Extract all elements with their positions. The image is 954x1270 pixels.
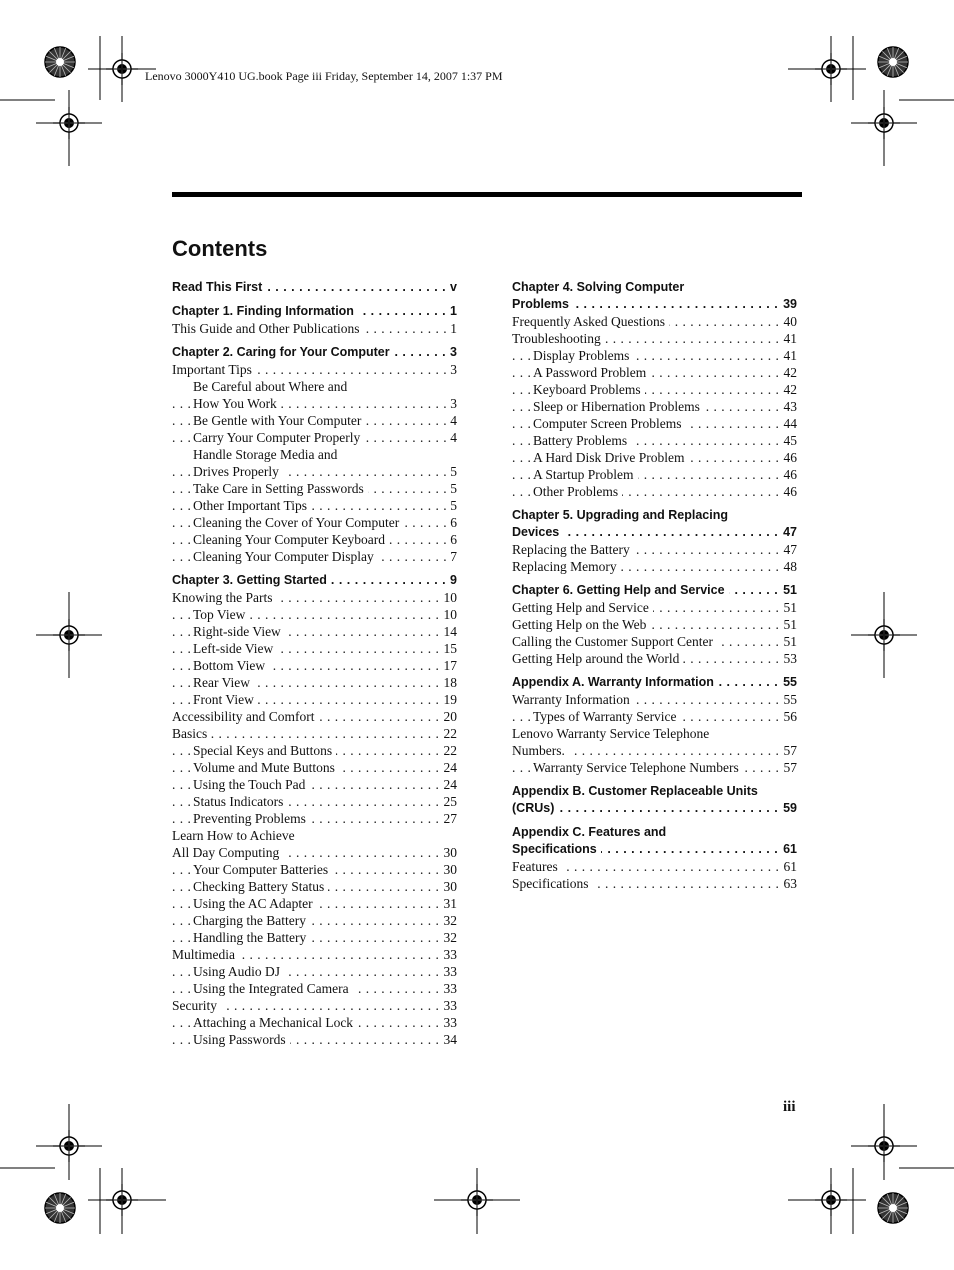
toc-entry-title: Be Careful about Where and <box>193 379 351 394</box>
toc-entry[interactable] <box>172 912 457 929</box>
toc-entry-title: Using the AC Adapter <box>193 896 317 911</box>
toc-entry[interactable] <box>512 347 797 364</box>
toc-entry[interactable] <box>172 776 457 793</box>
page-title: Contents <box>172 236 268 261</box>
toc-entry-page: 33 <box>441 946 458 963</box>
toc-entry[interactable] <box>172 412 457 429</box>
toc-chapter-entry[interactable] <box>172 572 457 589</box>
toc-entry-title: Features <box>512 859 562 874</box>
toc-entry[interactable] <box>172 759 457 776</box>
toc-entry-page: 39 <box>780 296 797 313</box>
toc-entry-title: Battery Problems <box>533 433 631 448</box>
toc-entry-page: 30 <box>441 878 458 895</box>
toc-entry-title: Getting Help around the World <box>512 651 683 666</box>
toc-entry[interactable] <box>172 895 457 912</box>
toc-entry-title: Rear View <box>193 675 254 690</box>
toc-entry-title: Special Keys and Buttons <box>193 743 336 758</box>
toc-entry-page: 45 <box>781 432 798 449</box>
toc-entry-page: 32 <box>441 912 458 929</box>
toc-entry-title: Warranty Information <box>512 692 634 707</box>
toc-chapter-entry[interactable] <box>512 507 797 524</box>
toc-entry-page: 32 <box>441 929 458 946</box>
toc-entry-title: Other Problems <box>533 484 622 499</box>
toc-entry[interactable] <box>172 640 457 657</box>
toc-entry[interactable] <box>512 875 797 892</box>
toc-entry[interactable] <box>512 483 797 500</box>
toc-entry[interactable] <box>172 827 457 844</box>
toc-entry-title: This Guide and Other Publications <box>172 321 363 336</box>
toc-entry[interactable] <box>172 810 457 827</box>
toc-entry-page: 3 <box>447 395 457 412</box>
toc-entry-page: 1 <box>447 303 457 320</box>
toc-entry[interactable] <box>172 531 457 548</box>
toc-entry-page: 34 <box>441 1031 458 1048</box>
toc-entry-title: Chapter 5. Upgrading and Replacing <box>512 508 732 522</box>
toc-entry[interactable] <box>512 650 797 667</box>
toc-entry[interactable] <box>512 691 797 708</box>
toc-entry[interactable] <box>512 398 797 415</box>
toc-entry[interactable] <box>172 844 457 861</box>
toc-entry[interactable] <box>172 980 457 997</box>
page-number: iii <box>783 1099 796 1115</box>
toc-entry-page: 22 <box>441 725 458 742</box>
toc-entry-title: Cleaning Your Computer Display <box>193 549 378 564</box>
toc-entry[interactable] <box>512 432 797 449</box>
toc-entry-title: Types of Warranty Service <box>533 709 681 724</box>
toc-entry[interactable] <box>172 378 457 395</box>
toc-entry-title: A Hard Disk Drive Problem <box>533 450 688 465</box>
toc-entry-title: Devices <box>512 525 563 539</box>
toc-entry-page: 18 <box>441 674 458 691</box>
toc-entry[interactable] <box>172 548 457 565</box>
toc-entry-title: Using Audio DJ <box>193 964 284 979</box>
toc-entry-page: 42 <box>781 381 798 398</box>
toc-entry-page: 46 <box>781 449 798 466</box>
toc-entry-title: Specifications <box>512 842 601 856</box>
toc-entry-title: Bottom View <box>193 658 269 673</box>
toc-entry-title: Cleaning Your Computer Keyboard <box>193 532 389 547</box>
toc-entry-title: Problems <box>512 297 573 311</box>
toc-entry[interactable] <box>172 361 457 378</box>
toc-entry-title: Calling the Customer Support Center <box>512 634 717 649</box>
toc-entry[interactable] <box>512 633 797 650</box>
toc-entry-title: Appendix B. Customer Replaceable Units <box>512 784 762 798</box>
toc-entry-page: 1 <box>447 320 457 337</box>
toc-entry-title: Using Passwords <box>193 1032 290 1047</box>
toc-entry-title: Specifications <box>512 876 592 891</box>
toc-entry-title: Other Important Tips <box>193 498 311 513</box>
toc-entry-title: Read This First <box>172 280 266 294</box>
toc-entry[interactable] <box>172 446 457 463</box>
toc-entry-title: Chapter 4. Solving Computer <box>512 280 688 294</box>
toc-entry-page: 5 <box>447 497 457 514</box>
toc-entry[interactable] <box>512 616 797 633</box>
toc-entry-page: 47 <box>781 541 798 558</box>
toc-entry[interactable] <box>512 742 797 759</box>
toc-entry[interactable] <box>172 674 457 691</box>
toc-entry-page: 6 <box>447 531 457 548</box>
toc-entry-title: Multimedia <box>172 947 239 962</box>
toc-entry-page: 19 <box>441 691 458 708</box>
toc-entry-page: 61 <box>781 858 798 875</box>
toc-entry-page: 30 <box>441 844 458 861</box>
toc-entry-title: Chapter 1. Finding Information <box>172 304 358 318</box>
toc-entry-page: 20 <box>441 708 458 725</box>
toc-entry-page: 6 <box>447 514 457 531</box>
toc-entry-title: Charging the Battery <box>193 913 310 928</box>
toc-entry-page: 63 <box>781 875 798 892</box>
toc-entry[interactable] <box>172 742 457 759</box>
toc-entry-title: Drives Properly <box>193 464 283 479</box>
toc-entry[interactable] <box>512 541 797 558</box>
toc-chapter-entry[interactable] <box>512 783 797 800</box>
toc-entry[interactable] <box>512 558 797 575</box>
toc-entry-page: 44 <box>781 415 798 432</box>
toc-entry[interactable] <box>512 381 797 398</box>
toc-entry-title: Attaching a Mechanical Lock <box>193 1015 357 1030</box>
title-rule <box>172 192 802 197</box>
toc-entry-title: (CRUs) <box>512 801 558 815</box>
toc-entry-page: 48 <box>781 558 798 575</box>
toc-chapter-entry[interactable] <box>512 824 797 841</box>
toc-entry-page: 30 <box>441 861 458 878</box>
toc-entry-page: 55 <box>780 674 797 691</box>
toc-entry-page: 51 <box>781 599 798 616</box>
toc-entry-page: 42 <box>781 364 798 381</box>
toc-entry[interactable] <box>172 480 457 497</box>
toc-entry-page: 22 <box>441 742 458 759</box>
toc-entry-title: Knowing the Parts <box>172 590 277 605</box>
toc-entry-title: Checking Battery Status <box>193 879 328 894</box>
toc-entry-page: 24 <box>441 776 458 793</box>
toc-entry[interactable] <box>512 449 797 466</box>
toc-entry-title: Numbers. <box>512 743 569 758</box>
toc-entry-title: Getting Help on the Web <box>512 617 650 632</box>
toc-chapter-entry[interactable] <box>512 674 797 691</box>
toc-entry-page: 61 <box>780 841 797 858</box>
toc-entry[interactable] <box>172 725 457 742</box>
toc-entry[interactable] <box>172 1014 457 1031</box>
toc-entry-title: Cleaning the Cover of Your Computer <box>193 515 403 530</box>
toc-entry-title: Using the Touch Pad <box>193 777 309 792</box>
toc-entry-title: Important Tips <box>172 362 256 377</box>
toc-entry-title: Replacing Memory <box>512 559 621 574</box>
toc-entry[interactable] <box>172 691 457 708</box>
toc-entry-page: 24 <box>441 759 458 776</box>
toc-entry-page: 33 <box>441 1014 458 1031</box>
toc-entry-title: Getting Help and Service <box>512 600 653 615</box>
toc-chapter-entry[interactable] <box>172 344 457 361</box>
toc-entry[interactable] <box>172 657 457 674</box>
toc-entry[interactable] <box>172 708 457 725</box>
toc-entry-page: 33 <box>441 980 458 997</box>
toc-entry-page: 10 <box>441 589 458 606</box>
toc-entry-title: Chapter 6. Getting Help and Service <box>512 583 729 597</box>
toc-entry[interactable] <box>172 878 457 895</box>
toc-entry-page: 55 <box>781 691 798 708</box>
toc-entry-title: Preventing Problems <box>193 811 310 826</box>
toc-entry-page: 5 <box>447 480 457 497</box>
toc-entry-page: 25 <box>441 793 458 810</box>
toc-entry[interactable] <box>172 793 457 810</box>
toc-entry-page: 51 <box>780 582 797 599</box>
toc-entry[interactable] <box>512 313 797 330</box>
toc-entry-page: 41 <box>781 330 798 347</box>
toc-entry-page: 33 <box>441 997 458 1014</box>
toc-entry[interactable] <box>172 623 457 640</box>
toc-entry-page: 31 <box>441 895 458 912</box>
toc-entry-title: Chapter 3. Getting Started <box>172 573 331 587</box>
toc-entry[interactable] <box>512 708 797 725</box>
toc-entry[interactable] <box>172 395 457 412</box>
toc-entry-title: Using the Integrated Camera <box>193 981 353 996</box>
toc-entry-page: 5 <box>447 463 457 480</box>
toc-entry-title: Chapter 2. Caring for Your Computer <box>172 345 394 359</box>
toc-entry-title: Be Gentle with Your Computer <box>193 413 365 428</box>
toc-entry-title: Display Problems <box>533 348 633 363</box>
toc-chapter-entry[interactable] <box>512 279 797 296</box>
toc-entry-title: Left-side View <box>193 641 277 656</box>
toc-entry-title: Your Computer Batteries <box>193 862 332 877</box>
toc-entry[interactable] <box>172 463 457 480</box>
toc-entry-title: Warranty Service Telephone Numbers <box>533 760 743 775</box>
toc-entry-title: Take Care in Setting Passwords <box>193 481 368 496</box>
toc-chapter-entry[interactable] <box>512 296 797 313</box>
toc-chapter-entry[interactable] <box>172 303 457 320</box>
toc-entry-page: 27 <box>441 810 458 827</box>
toc-entry-title: Keyboard Problems <box>533 382 645 397</box>
toc-chapter-entry[interactable] <box>512 524 797 541</box>
toc-left-column <box>172 279 457 1048</box>
toc-entry-page: 46 <box>781 483 798 500</box>
toc-chapter-entry[interactable] <box>512 582 797 599</box>
toc-entry-title: Appendix C. Features and <box>512 825 670 839</box>
toc-entry-title: Troubleshooting <box>512 331 605 346</box>
toc-entry[interactable] <box>512 599 797 616</box>
toc-entry-title: Learn How to Achieve <box>172 828 299 843</box>
toc-entry[interactable] <box>512 759 797 776</box>
toc-entry[interactable] <box>512 466 797 483</box>
toc-chapter-entry[interactable] <box>172 279 457 296</box>
toc-entry-page: 51 <box>781 616 798 633</box>
toc-entry[interactable] <box>512 364 797 381</box>
toc-entry-page: 51 <box>781 633 798 650</box>
toc-entry[interactable] <box>172 1031 457 1048</box>
toc-entry-page: 3 <box>447 344 457 361</box>
toc-entry[interactable] <box>512 858 797 875</box>
toc-entry[interactable] <box>512 725 797 742</box>
toc-entry[interactable] <box>172 320 457 337</box>
toc-entry-page: 57 <box>781 742 798 759</box>
toc-entry[interactable] <box>172 606 457 623</box>
toc-entry-title: Sleep or Hibernation Problems <box>533 399 704 414</box>
toc-entry-page: 41 <box>781 347 798 364</box>
toc-entry[interactable] <box>512 415 797 432</box>
toc-entry-page: 46 <box>781 466 798 483</box>
toc-entry-page: 56 <box>781 708 798 725</box>
toc-entry-page: 40 <box>781 313 798 330</box>
toc-entry[interactable] <box>172 946 457 963</box>
toc-entry-title: Security <box>172 998 221 1013</box>
toc-entry-title: Front View <box>193 692 258 707</box>
toc-entry[interactable] <box>172 997 457 1014</box>
toc-chapter-entry[interactable] <box>512 841 797 858</box>
toc-entry-title: Replacing the Battery <box>512 542 634 557</box>
toc-entry-title: A Startup Problem <box>533 467 638 482</box>
toc-entry-title: How You Work <box>193 396 281 411</box>
toc-entry-title: Handle Storage Media and <box>193 447 341 462</box>
toc-entry-page: 17 <box>441 657 458 674</box>
toc-entry[interactable] <box>172 963 457 980</box>
toc-entry-title: Top View <box>193 607 249 622</box>
toc-entry-title: A Password Problem <box>533 365 650 380</box>
toc-entry-page: 4 <box>447 412 457 429</box>
toc-entry-page: 43 <box>781 398 798 415</box>
toc-entry-page: 3 <box>447 361 457 378</box>
toc-entry-page: 7 <box>447 548 457 565</box>
toc-entry-title: Computer Screen Problems <box>533 416 685 431</box>
toc-entry-page: 57 <box>781 759 798 776</box>
toc-entry-page: 4 <box>447 429 457 446</box>
toc-entry-title: Frequently Asked Questions <box>512 314 669 329</box>
toc-entry-page: 10 <box>441 606 458 623</box>
toc-entry-page: 33 <box>441 963 458 980</box>
toc-entry-title: Status Indicators <box>193 794 287 809</box>
toc-right-column <box>512 279 797 892</box>
toc-entry-page: 47 <box>780 524 797 541</box>
toc-entry-page: 59 <box>780 800 797 817</box>
toc-entry-title: Carry Your Computer Properly <box>193 430 364 445</box>
toc-entry[interactable] <box>172 497 457 514</box>
toc-entry-title: All Day Computing <box>172 845 283 860</box>
toc-entry-title: Lenovo Warranty Service Telephone <box>512 726 713 741</box>
toc-entry[interactable] <box>512 330 797 347</box>
toc-entry-page: 15 <box>441 640 458 657</box>
toc-entry[interactable] <box>172 514 457 531</box>
toc-chapter-entry[interactable] <box>512 800 797 817</box>
toc-entry-title: Basics <box>172 726 211 741</box>
toc-entry-title: Volume and Mute Buttons <box>193 760 339 775</box>
book-header-slug: Lenovo 3000Y410 UG.book Page iii Friday, September 14, 2007 1:37 PM <box>145 69 503 83</box>
toc-entry[interactable] <box>172 589 457 606</box>
toc-entry[interactable] <box>172 429 457 446</box>
toc-entry-title: Handling the Battery <box>193 930 310 945</box>
toc-entry-page: v <box>447 279 457 296</box>
toc-entry-page: 53 <box>781 650 798 667</box>
toc-entry-title: Right-side View <box>193 624 285 639</box>
toc-entry[interactable] <box>172 929 457 946</box>
toc-entry-title: Appendix A. Warranty Information <box>512 675 718 689</box>
toc-entry[interactable] <box>172 861 457 878</box>
toc-entry-title: Accessibility and Comfort <box>172 709 318 724</box>
toc-entry-page: 9 <box>447 572 457 589</box>
toc-entry-page: 14 <box>441 623 458 640</box>
